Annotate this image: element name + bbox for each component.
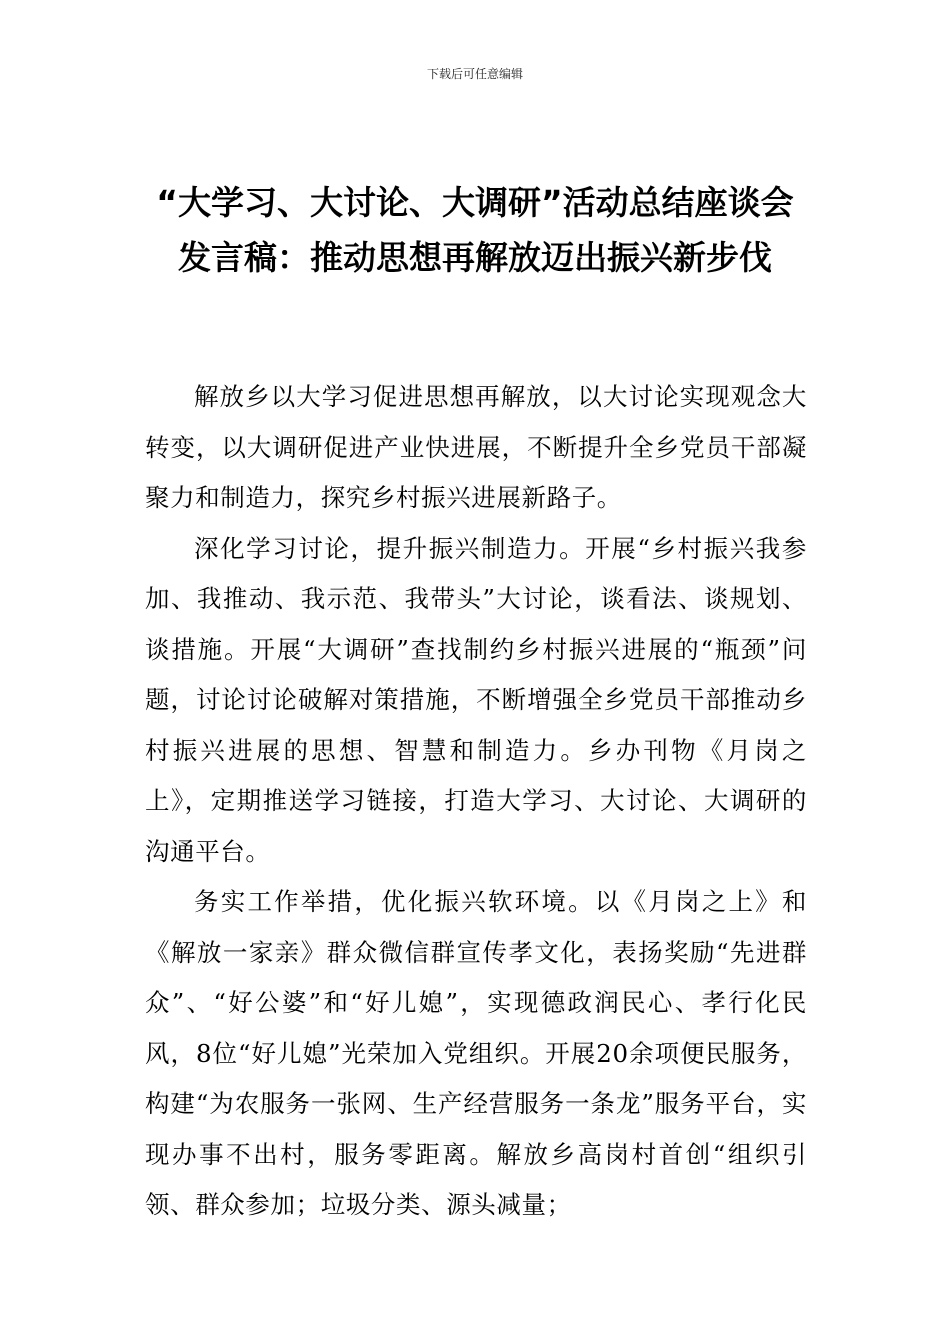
document-body <box>145 372 807 1231</box>
paragraph-intro: 解放乡以大学习促进思想再解放，以大讨论实现观念大转变，以大调研促进产业快进展，不断提升全乡党员干部凝聚力和制造力，探究乡村振兴进展新路子。 <box>145 382 807 512</box>
header-note: 下载后可任意编辑 <box>426 67 523 81</box>
paragraph-work-measures: 务实工作举措，优化振兴软环境。以《月岗之上》和《解放一家亲》群众微信群宣传孝文化，表扬奖励“先进群众”、“好公婆”和“好儿媳”，实现德政润民心、孝行化民风，8位“好儿媳”光荣加入党组织。开展20余项便民服务，构建“为农服务一张网、生产经营服务一条龙”服务平台，实现办事不出村，服务零距离。解放乡高岗村首创“组织引领、群众参加；垃圾分类、源头减量； <box>145 887 807 1219</box>
document-title: “大学习、大讨论、大调研”活动总结座谈会发言稿：推动思想再解放迈出振兴新步伐 <box>156 183 794 277</box>
paragraph-study-discussion: 深化学习讨论，提升振兴制造力。开展“乡村振兴我参加、我推动、我示范、我带头”大讨论，谈看法、谈规划、谈措施。开展“大调研”查找制约乡村振兴进展的“瓶颈”问题，讨论讨论破解对策措施，不断增强全乡党员干部推动乡村振兴进展的思想、智慧和制造力。乡办刊物《月岗之上》，定期推送学习链接，打造大学习、大讨论、大调研的沟通平台。 <box>145 533 807 866</box>
